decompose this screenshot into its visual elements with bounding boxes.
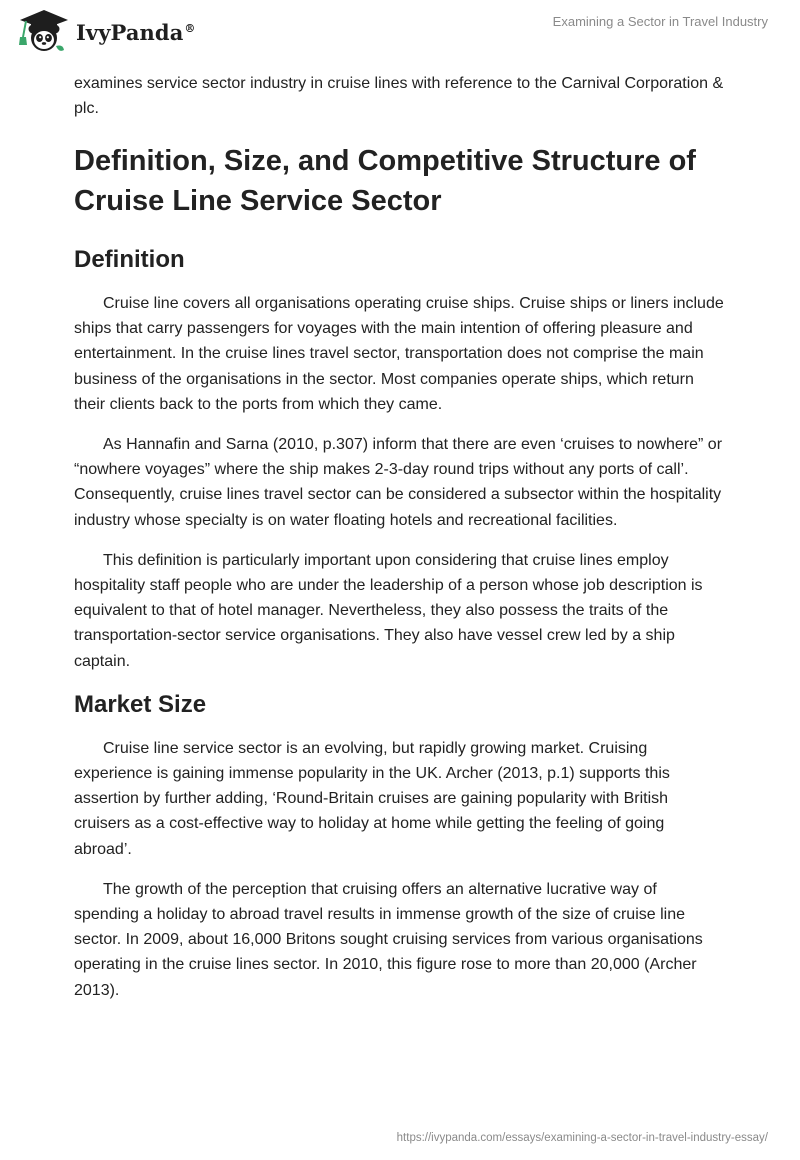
document-title: Examining a Sector in Travel Industry (552, 14, 768, 29)
section-title: Definition, Size, and Competitive Structure of Cruise Line Service Sector (74, 145, 696, 217)
paragraph: As Hannafin and Sarna (2010, p.307) inform that there are even ‘cruises to nowhere” or “nowhere voyages” where the ship makes 2-3-day round trips without any ports of call’. Consequently, cruise lines travel sector can be considered a subsector within the hospitality industry whose specialty is on water floating hotels and recreational facilities. (74, 436, 723, 529)
brand-name: IvyPanda® (76, 19, 196, 45)
intro-paragraph: examines service sector industry in cruise lines with reference to the Carnival Corporation & plc. (74, 75, 724, 117)
heading-definition: Definition (74, 246, 185, 273)
paragraph: This definition is particularly important upon considering that cruise lines employ hospitality staff people who are under the leadership of a person whose job description is equivalent to that of hotel manager. Nevertheless, they also possess the traits of the transportation-sector service organisations. They also have vessel crew led by a ship captain. (74, 551, 703, 670)
essay-content (74, 71, 726, 1003)
panda-graduate-logo-icon (16, 8, 72, 54)
page-header (0, 0, 800, 60)
heading-market-size: Market Size (74, 690, 207, 718)
ivypanda-logo[interactable] (16, 8, 196, 54)
paragraph: The growth of the perception that cruising offers an alternative lucrative way of spending a holiday to abroad travel results in immense growth of the size of cruise line sector. In 2009, about 16,000 Britons sought cruising services from various organisations operating in the cruise lines sector. In 2010, this figure rose to more than 20,000 (Archer 2013). (74, 880, 703, 999)
source-url[interactable]: https://ivypanda.com/essays/examining-a-sector-in-travel-industry-essay/ (396, 1132, 768, 1144)
paragraph: Cruise line service sector is an evolving, but rapidly growing market. Cruising experience is gaining immense popularity in the UK. Archer (2013, p.1) supports this assertion by further adding, ‘Round-Britain cruises are gaining popularity with British cruisers as a cost-effective way to holiday at home while getting the feeling of going abroad’. (74, 739, 670, 858)
paragraph: Cruise line covers all organisations operating cruise ships. Cruise ships or liners include ships that carry passengers for voyages with the main intention of offering pleasure and entertainment. In the cruise lines travel sector, transportation does not comprise the main business of the organisations in the sector. Most companies operate ships, which return their clients back to the ports from which they came. (74, 295, 724, 413)
